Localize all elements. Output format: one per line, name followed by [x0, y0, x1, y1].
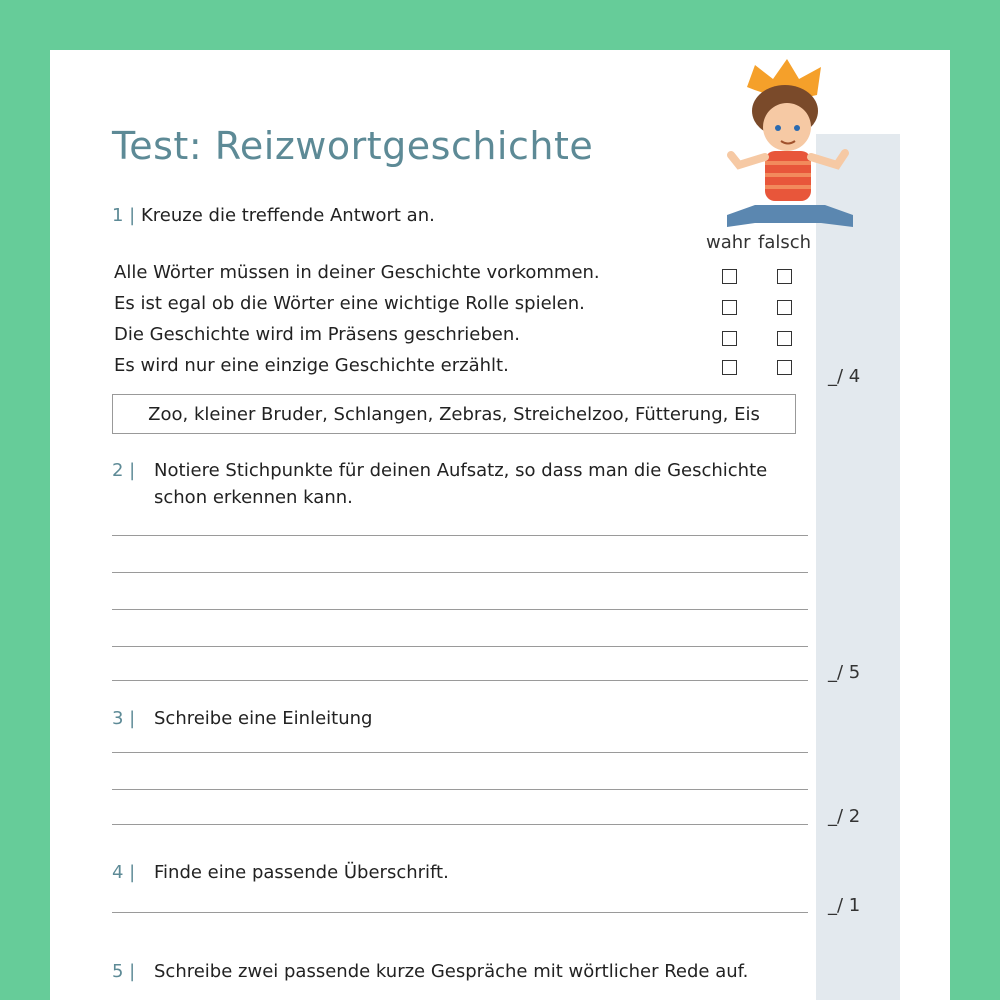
question-2 [112, 457, 767, 484]
column-header-true: wahr [706, 232, 751, 253]
writing-line[interactable] [112, 572, 808, 573]
checkbox-3-false[interactable] [777, 331, 792, 346]
question-1 [112, 202, 435, 229]
question-3 [112, 705, 372, 732]
checkbox-1-true[interactable] [722, 269, 737, 284]
score-question-1: _/ 4 [828, 366, 861, 387]
writing-line[interactable] [112, 789, 808, 790]
question-5-text: Schreibe zwei passende kurze Gespräche mit wörtlicher Rede auf. [154, 961, 749, 982]
writing-line[interactable] [112, 752, 808, 753]
question-2-number: 2 | [112, 460, 136, 481]
boy-with-crown-illustration [725, 55, 860, 240]
writing-line[interactable] [112, 680, 808, 681]
page-title: Test: Reizwortgeschichte [112, 124, 594, 168]
question-4-text: Finde eine passende Überschrift. [154, 862, 449, 883]
question-4 [112, 859, 449, 886]
question-1-text: Kreuze die treffende Antwort an. [140, 205, 435, 226]
stimulus-words: Zoo, kleiner Bruder, Schlangen, Zebras, Streichelzoo, Fütterung, Eis [148, 403, 760, 425]
writing-line[interactable] [112, 609, 808, 610]
checkbox-1-false[interactable] [777, 269, 792, 284]
score-column [816, 134, 900, 1000]
column-header-false: falsch [758, 232, 812, 253]
checkbox-2-false[interactable] [777, 300, 792, 315]
score-question-2: _/ 5 [828, 662, 861, 683]
question-5 [112, 958, 748, 985]
score-question-3: _/ 2 [828, 806, 861, 827]
statement-1: Alle Wörter müssen in deiner Geschichte vorkommen. [114, 262, 600, 283]
question-2-text-line1: Notiere Stichpunkte für deinen Aufsatz, so dass man die Geschichte [154, 460, 768, 481]
checkbox-2-true[interactable] [722, 300, 737, 315]
checkbox-3-true[interactable] [722, 331, 737, 346]
checkbox-4-true[interactable] [722, 360, 737, 375]
writing-line[interactable] [112, 535, 808, 536]
statement-3: Die Geschichte wird im Präsens geschrieben. [114, 324, 520, 345]
checkbox-4-false[interactable] [777, 360, 792, 375]
question-3-number: 3 | [112, 708, 136, 729]
worksheet [50, 50, 950, 1000]
statement-2: Es ist egal ob die Wörter eine wichtige Rolle spielen. [114, 293, 585, 314]
writing-line[interactable] [112, 912, 808, 913]
writing-line[interactable] [112, 646, 808, 647]
stimulus-words-box [112, 394, 796, 434]
writing-line[interactable] [112, 824, 808, 825]
question-5-number: 5 | [112, 961, 136, 982]
statement-4: Es wird nur eine einzige Geschichte erzählt. [114, 355, 509, 376]
question-2-text-line2: schon erkennen kann. [154, 487, 353, 508]
score-question-4: _/ 1 [828, 895, 861, 916]
question-3-text: Schreibe eine Einleitung [154, 708, 373, 729]
question-1-number: 1 | [112, 205, 136, 226]
legs [727, 205, 853, 227]
question-4-number: 4 | [112, 862, 136, 883]
